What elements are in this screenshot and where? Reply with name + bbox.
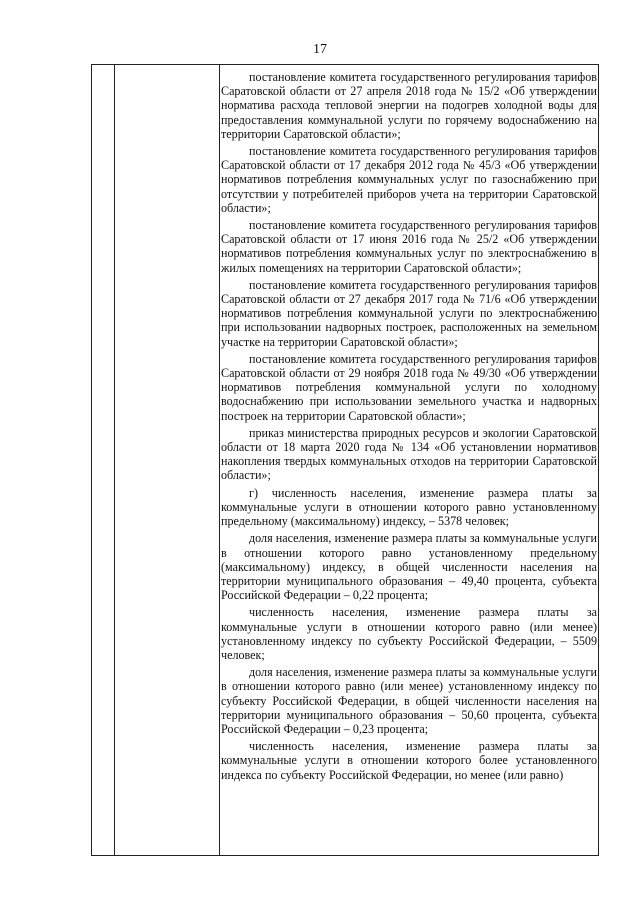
paragraph-share-equal-max-index: доля населения, изменение размера платы за коммунальные услуги в отношении которого равно установленному предельному (максимальному) индексу, в общей численности населения на территории муниципального образования – 49,40 процента, субъекта Российской Федерации – 0,22 процента; (221, 531, 597, 603)
paragraph-resolution-cold-water-land: постановление комитета государственного регулирования тарифов Саратовской области от 29 ноября 2018 года № 49/30 «Об утверждении нормативов потребления коммунальной услуги по холодному водоснабжению при использовании земельного участка и надворных построек на территории Саратовской области»; (221, 351, 597, 423)
paragraph-resolution-electricity-dwellings: постановление комитета государственного регулирования тарифов Саратовской области от 17 июня 2016 года № 25/2 «Об утверждении нормативов потребления коммунальных услуг по электроснабжению в жилых помещениях на территории Саратовской области»; (221, 218, 597, 275)
paragraph-resolution-electricity-outbuildings: постановление комитета государственного регулирования тарифов Саратовской области от 27 декабря 2017 года № 71/6 «Об утверждении нормативов потребления коммунальной услуги по электроснабжению при использовании надворных построек, расположенных на земельном участке на территории Саратовской области»; (221, 277, 597, 349)
page-number: 17 (313, 42, 327, 57)
paragraph-resolution-hot-water: постановление комитета государственного регулирования тарифов Саратовской области от 27 апреля 2018 года № 15/2 «Об утверждении норматива расхода тепловой энергии на подогрев холодной воды для предоставления коммунальной услуги по горячему водоснабжению на территории Саратовской области»; (221, 70, 597, 141)
table-text-cell (221, 70, 597, 785)
document-table (91, 64, 599, 856)
paragraph-share-equal-or-less-index: доля населения, изменение размера платы за коммунальные услуги в отношении которого равно (или менее) установленному индексу по субъекту Российской Федерации, в общей численности населения на территории муниципального образования – 50,60 процента, субъекта Российской Федерации – 0,23 процента; (221, 665, 597, 736)
table-column-divider-2 (219, 65, 220, 855)
paragraph-resolution-gas: постановление комитета государственного регулирования тарифов Саратовской области от 17 декабря 2012 года № 45/3 «Об утверждении нормативов потребления коммунальных услуг по газоснабжению при отсутствии у потребителей приборов учета на территории Саратовской области»; (221, 144, 597, 215)
table-column-divider-1 (114, 65, 115, 855)
paragraph-population-equal-max-index: г) численность населения, изменение размера платы за коммунальные услуги в отношении которого равно установленному предельному (максимальному) индексу, – 5378 человек; (221, 485, 597, 529)
paragraph-population-equal-or-less-index: численность населения, изменение размера платы за коммунальные услуги в отношении которого равно (или менее) установленному индексу по субъекту Российской Федерации, – 5509 человек; (221, 605, 597, 662)
paragraph-order-solid-waste: приказ министерства природных ресурсов и экологии Саратовской области от 18 марта 2020 года № 134 «Об установлении нормативов накопления твердых коммунальных отходов на территории Саратовской области»; (221, 425, 597, 483)
paragraph-population-above-index: численность населения, изменение размера платы за коммунальные услуги в отношении которого более установленного индекса по субъекту Российской Федерации, но менее (или равно) (221, 739, 597, 782)
